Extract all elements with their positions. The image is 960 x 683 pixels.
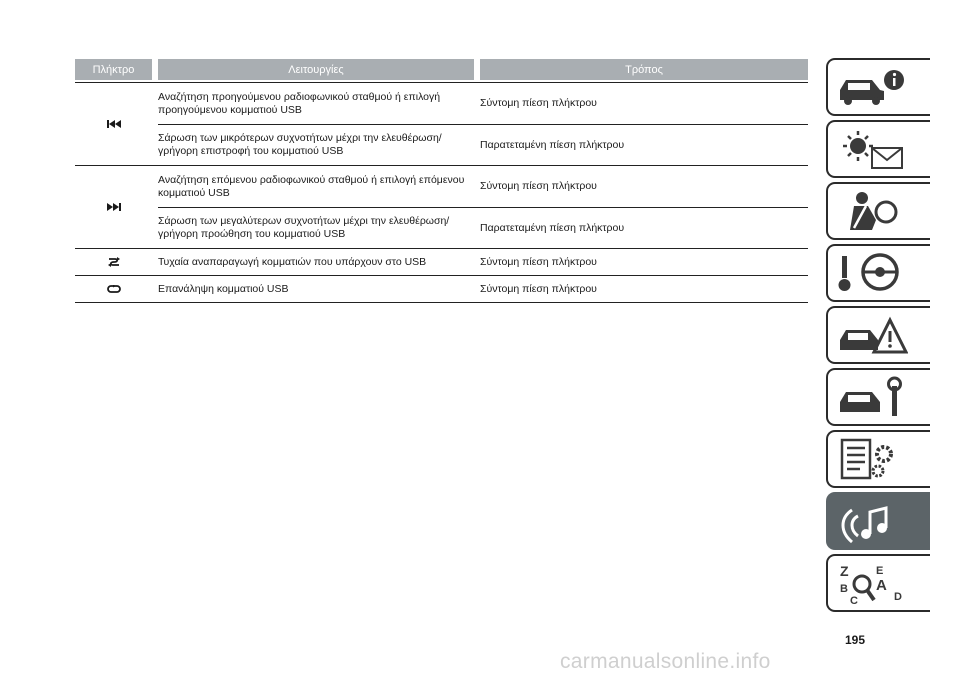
table-header [75, 59, 808, 80]
seatbelt-airbag-icon [836, 190, 908, 234]
table-row-group-shuffle [75, 249, 808, 276]
car-maintenance-icon [836, 376, 908, 420]
table-row [158, 166, 808, 207]
key-cell [75, 276, 152, 302]
tab-index[interactable] [826, 554, 930, 612]
svg-text:Z: Z [840, 563, 849, 579]
table-row-group-next [75, 166, 808, 249]
warning-lights-message-icon [836, 128, 908, 172]
table-row [158, 124, 808, 165]
mode-text: Σύντομη πίεση πλήκτρου [480, 180, 597, 192]
function-text: Σάρωση των μεγαλύτερων συχνοτήτων μέχρι την ελευθέρωση/γρήγορη προώθηση του κομματιού USB [158, 215, 450, 240]
svg-text:E: E [876, 565, 884, 577]
technical-data-icon [836, 438, 908, 482]
function-text: Σάρωση των μικρότερων συχνοτήτων μέχρι την ελευθέρωση/γρήγορη επιστροφή του κομματιού USB [158, 132, 442, 157]
tab-emergency[interactable] [826, 306, 930, 364]
repeat-icon [107, 285, 121, 293]
function-text: Τυχαία αναπαραγωγή κομματιών που υπάρχουν στο USB [158, 255, 427, 268]
svg-text:D: D [894, 591, 902, 603]
function-text: Επανάληψη κομματιού USB [158, 282, 289, 295]
tab-maintenance[interactable] [826, 368, 930, 426]
skip-next-icon [107, 203, 121, 211]
header-key: Πλήκτρο [75, 59, 152, 80]
table-row [158, 276, 808, 302]
tab-technical-data[interactable] [826, 430, 930, 488]
function-text: Αναζήτηση προηγούμενου ραδιοφωνικού σταθμού ή επιλογή προηγούμενου κομματιού USB [158, 90, 441, 116]
alphabetical-index-icon [836, 562, 908, 606]
chapter-tabs [826, 58, 930, 616]
mode-text: Σύντομη πίεση πλήκτρου [480, 282, 597, 295]
mode-text: Παρατεταμένη πίεση πλήκτρου [480, 138, 625, 151]
svg-text:A: A [876, 577, 887, 594]
key-cell [75, 249, 152, 275]
watermark: carmanualsonline.info [560, 650, 771, 673]
function-text: Αναζήτηση επόμενου ραδιοφωνικού σταθμού ή επιλογή επόμενου κομματιού USB [158, 173, 465, 199]
car-info-icon [836, 66, 908, 110]
tab-safety[interactable] [826, 182, 930, 240]
mode-text: Σύντομη πίεση πλήκτρου [480, 97, 597, 109]
mode-text: Σύντομη πίεση πλήκτρου [480, 255, 597, 268]
multimedia-icon [836, 500, 908, 544]
mode-text: Παρατεταμένη πίεση πλήκτρου [480, 221, 625, 234]
key-cell [75, 166, 152, 248]
car-emergency-icon [836, 314, 908, 358]
header-functions: Λειτουργίες [158, 59, 474, 80]
key-steering-wheel-icon [836, 252, 908, 296]
page-number: 195 [845, 633, 866, 647]
shuffle-icon [108, 257, 120, 267]
tab-car-info[interactable] [826, 58, 930, 116]
controls-table [75, 59, 808, 303]
tab-warning-lights[interactable] [826, 120, 930, 178]
table-row [158, 83, 808, 124]
svg-text:C: C [850, 595, 858, 606]
tab-starting-driving[interactable] [826, 244, 930, 302]
svg-text:B: B [840, 583, 848, 595]
table-row [158, 207, 808, 248]
key-cell [75, 83, 152, 165]
table-row-group-repeat [75, 276, 808, 303]
skip-previous-icon [107, 120, 121, 128]
tab-multimedia[interactable] [826, 492, 930, 550]
header-mode: Τρόπος [480, 59, 808, 80]
table-row-group-previous [75, 82, 808, 166]
table-row [158, 249, 808, 275]
